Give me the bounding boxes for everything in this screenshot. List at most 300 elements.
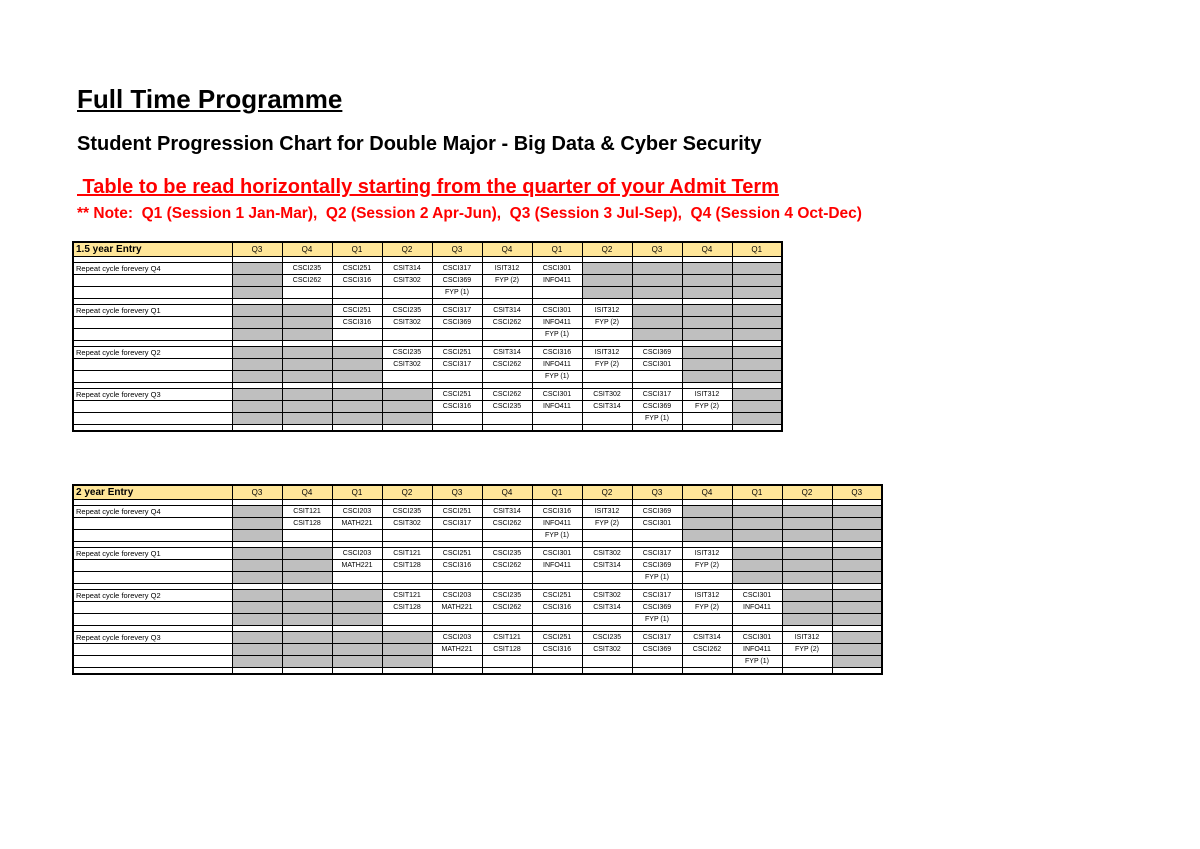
course-cell: INFO411 <box>532 401 582 413</box>
shaded-cell <box>632 263 682 275</box>
shaded-cell <box>732 359 782 371</box>
shaded-cell <box>782 602 832 614</box>
spacer-cell <box>632 425 682 432</box>
shaded-cell <box>232 656 282 668</box>
course-cell: FYP (2) <box>582 359 632 371</box>
course-cell <box>432 572 482 584</box>
quarter-header: Q1 <box>732 485 782 500</box>
shaded-cell <box>832 530 882 542</box>
shaded-cell <box>782 530 832 542</box>
course-cell <box>682 656 732 668</box>
cycle-label <box>73 572 232 584</box>
shaded-cell <box>282 401 332 413</box>
shaded-cell <box>832 614 882 626</box>
course-cell <box>482 371 532 383</box>
course-cell: ISIT312 <box>482 263 532 275</box>
table-header-row <box>73 242 782 257</box>
table-row <box>73 329 782 341</box>
shaded-cell <box>832 602 882 614</box>
course-cell: CSIT302 <box>382 317 432 329</box>
course-cell: CSCI251 <box>532 632 582 644</box>
course-cell: CSIT302 <box>582 389 632 401</box>
course-cell: CSCI235 <box>382 305 432 317</box>
shaded-cell <box>232 644 282 656</box>
shaded-cell <box>832 572 882 584</box>
cycle-label <box>73 371 232 383</box>
course-cell: ISIT312 <box>582 347 632 359</box>
shaded-cell <box>282 359 332 371</box>
course-cell: CSCI316 <box>532 347 582 359</box>
cycle-label <box>73 656 232 668</box>
shaded-cell <box>332 632 382 644</box>
shaded-cell <box>632 287 682 299</box>
entry-title: 2 year Entry <box>73 485 232 500</box>
spacer-cell <box>732 668 782 675</box>
course-cell: CSCI301 <box>732 590 782 602</box>
shaded-cell <box>732 329 782 341</box>
spacer-row <box>73 425 782 432</box>
course-cell: INFO411 <box>532 275 582 287</box>
table-row <box>73 389 782 401</box>
course-cell: CSCI317 <box>632 389 682 401</box>
shaded-cell <box>682 530 732 542</box>
spacer-cell <box>482 668 532 675</box>
shaded-cell <box>332 347 382 359</box>
course-cell <box>282 530 332 542</box>
course-cell: CSCI251 <box>432 548 482 560</box>
course-cell: ISIT312 <box>582 506 632 518</box>
course-cell: INFO411 <box>532 317 582 329</box>
course-cell <box>432 614 482 626</box>
spacer-cell <box>232 668 282 675</box>
course-cell <box>482 329 532 341</box>
shaded-cell <box>582 287 632 299</box>
spacer-cell <box>532 668 582 675</box>
cycle-label: Repeat cycle forevery Q3 <box>73 389 232 401</box>
course-cell: ISIT312 <box>582 305 632 317</box>
course-cell: INFO411 <box>732 602 782 614</box>
quarter-header: Q2 <box>382 242 432 257</box>
table-row <box>73 413 782 425</box>
course-cell: CSCI251 <box>432 506 482 518</box>
shaded-cell <box>732 287 782 299</box>
course-cell: CSCI235 <box>382 506 432 518</box>
table-row <box>73 518 882 530</box>
course-cell: CSCI203 <box>432 632 482 644</box>
course-cell: CSIT128 <box>482 644 532 656</box>
course-cell: CSCI262 <box>482 317 532 329</box>
shaded-cell <box>782 572 832 584</box>
shaded-cell <box>382 389 432 401</box>
cycle-label <box>73 287 232 299</box>
spacer-cell <box>382 668 432 675</box>
table-row <box>73 263 782 275</box>
course-cell: CSIT302 <box>582 644 632 656</box>
course-cell <box>382 329 432 341</box>
shaded-cell <box>232 263 282 275</box>
table-row <box>73 371 782 383</box>
course-cell: CSCI369 <box>432 275 482 287</box>
shaded-cell <box>582 263 632 275</box>
course-cell: CSIT302 <box>382 275 432 287</box>
course-cell: CSCI369 <box>632 347 682 359</box>
course-cell: FYP (1) <box>532 530 582 542</box>
course-cell: CSIT314 <box>382 263 432 275</box>
course-cell: FYP (1) <box>732 656 782 668</box>
course-cell: CSCI301 <box>532 548 582 560</box>
course-cell <box>582 572 632 584</box>
shaded-cell <box>232 560 282 572</box>
shaded-cell <box>232 572 282 584</box>
shaded-cell <box>332 401 382 413</box>
course-cell: FYP (2) <box>682 401 732 413</box>
table-row <box>73 572 882 584</box>
shaded-cell <box>282 305 332 317</box>
course-cell: ISIT312 <box>782 632 832 644</box>
shaded-cell <box>782 518 832 530</box>
course-cell: CSCI301 <box>532 305 582 317</box>
course-cell <box>582 329 632 341</box>
shaded-cell <box>282 548 332 560</box>
course-cell: CSCI369 <box>632 602 682 614</box>
course-cell: CSCI316 <box>432 560 482 572</box>
course-cell <box>382 530 432 542</box>
spacer-cell <box>482 425 532 432</box>
spacer-cell <box>73 425 232 432</box>
course-cell: CSCI317 <box>632 632 682 644</box>
shaded-cell <box>832 644 882 656</box>
course-cell: FYP (2) <box>682 602 732 614</box>
shaded-cell <box>382 413 432 425</box>
course-cell <box>482 656 532 668</box>
table-2-year-entry <box>72 484 883 675</box>
course-cell <box>532 656 582 668</box>
course-cell: FYP (2) <box>682 560 732 572</box>
course-cell: CSIT314 <box>482 347 532 359</box>
shaded-cell <box>732 371 782 383</box>
quarter-header: Q1 <box>332 485 382 500</box>
quarter-header: Q4 <box>482 485 532 500</box>
course-cell <box>382 371 432 383</box>
course-cell: CSCI235 <box>482 548 532 560</box>
spacer-cell <box>332 425 382 432</box>
table-row <box>73 632 882 644</box>
quarter-header: Q2 <box>382 485 432 500</box>
shaded-cell <box>332 614 382 626</box>
course-cell: ISIT312 <box>682 590 732 602</box>
course-cell: CSCI301 <box>632 518 682 530</box>
shaded-cell <box>682 263 732 275</box>
chart-subtitle: Student Progression Chart for Double Major - Big Data & Cyber Security <box>77 133 762 155</box>
shaded-cell <box>332 389 382 401</box>
cycle-label: Repeat cycle forevery Q4 <box>73 506 232 518</box>
course-cell <box>332 530 382 542</box>
course-cell <box>332 329 382 341</box>
shaded-cell <box>682 347 732 359</box>
table-row <box>73 287 782 299</box>
shaded-cell <box>232 518 282 530</box>
course-cell: MATH221 <box>332 518 382 530</box>
course-cell: CSCI251 <box>432 347 482 359</box>
reading-instruction: Table to be read horizontally starting from the quarter of your Admit Term <box>77 176 779 198</box>
cycle-label <box>73 317 232 329</box>
course-cell: CSCI317 <box>432 518 482 530</box>
shaded-cell <box>732 518 782 530</box>
spacer-cell <box>282 425 332 432</box>
spacer-cell <box>582 425 632 432</box>
shaded-cell <box>232 287 282 299</box>
quarter-header: Q2 <box>582 242 632 257</box>
course-cell: CSIT121 <box>382 590 432 602</box>
course-cell <box>682 572 732 584</box>
course-cell: CSCI316 <box>532 602 582 614</box>
quarter-header: Q3 <box>232 485 282 500</box>
table-row <box>73 644 882 656</box>
table-row <box>73 317 782 329</box>
course-cell: CSCI203 <box>332 506 382 518</box>
course-cell <box>432 530 482 542</box>
course-cell <box>382 287 432 299</box>
shaded-cell <box>232 632 282 644</box>
shaded-cell <box>632 329 682 341</box>
course-cell: FYP (1) <box>632 413 682 425</box>
course-cell: CSIT128 <box>282 518 332 530</box>
course-cell: CSCI301 <box>532 389 582 401</box>
shaded-cell <box>232 506 282 518</box>
course-cell <box>682 413 732 425</box>
cycle-label <box>73 329 232 341</box>
shaded-cell <box>682 518 732 530</box>
spacer-cell <box>232 425 282 432</box>
quarter-header: Q3 <box>632 485 682 500</box>
course-cell: CSCI369 <box>432 317 482 329</box>
spacer-cell <box>282 668 332 675</box>
course-cell: FYP (2) <box>782 644 832 656</box>
shaded-cell <box>382 644 432 656</box>
shaded-cell <box>832 506 882 518</box>
shaded-cell <box>732 560 782 572</box>
course-cell: CSCI369 <box>632 506 682 518</box>
course-cell: CSCI262 <box>482 560 532 572</box>
quarter-header: Q4 <box>282 242 332 257</box>
shaded-cell <box>732 275 782 287</box>
quarter-header: Q4 <box>482 242 532 257</box>
course-cell: CSCI251 <box>532 590 582 602</box>
cycle-label <box>73 359 232 371</box>
course-cell <box>432 371 482 383</box>
cycle-label <box>73 644 232 656</box>
course-cell <box>532 614 582 626</box>
shaded-cell <box>832 560 882 572</box>
course-cell <box>482 287 532 299</box>
shaded-cell <box>782 548 832 560</box>
cycle-label <box>73 530 232 542</box>
course-cell: CSCI369 <box>632 644 682 656</box>
cycle-label: Repeat cycle forevery Q2 <box>73 347 232 359</box>
shaded-cell <box>232 359 282 371</box>
quarter-header: Q1 <box>732 242 782 257</box>
course-cell: INFO411 <box>532 560 582 572</box>
table-row <box>73 305 782 317</box>
table-row <box>73 401 782 413</box>
shaded-cell <box>682 359 732 371</box>
cycle-label: Repeat cycle forevery Q2 <box>73 590 232 602</box>
shaded-cell <box>732 548 782 560</box>
shaded-cell <box>682 287 732 299</box>
course-cell: CSIT314 <box>682 632 732 644</box>
entry-title: 1.5 year Entry <box>73 242 232 257</box>
shaded-cell <box>282 590 332 602</box>
shaded-cell <box>382 656 432 668</box>
course-cell: CSIT302 <box>382 518 432 530</box>
course-cell: CSIT302 <box>582 548 632 560</box>
course-cell: MATH221 <box>332 560 382 572</box>
shaded-cell <box>232 275 282 287</box>
course-cell: CSCI316 <box>432 401 482 413</box>
course-cell <box>332 287 382 299</box>
shaded-cell <box>232 548 282 560</box>
course-cell: CSCI317 <box>432 263 482 275</box>
shaded-cell <box>732 530 782 542</box>
course-cell: CSCI262 <box>282 275 332 287</box>
shaded-cell <box>232 389 282 401</box>
cycle-label: Repeat cycle forevery Q4 <box>73 263 232 275</box>
shaded-cell <box>232 530 282 542</box>
shaded-cell <box>732 263 782 275</box>
course-cell: CSCI316 <box>532 506 582 518</box>
shaded-cell <box>732 401 782 413</box>
shaded-cell <box>282 560 332 572</box>
course-cell <box>432 413 482 425</box>
course-cell: CSCI235 <box>482 590 532 602</box>
spacer-cell <box>532 425 582 432</box>
course-cell: CSIT128 <box>382 560 432 572</box>
shaded-cell <box>382 401 432 413</box>
course-cell <box>582 614 632 626</box>
table-row <box>73 506 882 518</box>
course-cell: INFO411 <box>532 359 582 371</box>
course-cell: CSCI317 <box>432 359 482 371</box>
shaded-cell <box>582 275 632 287</box>
course-cell <box>432 329 482 341</box>
course-cell: ISIT312 <box>682 548 732 560</box>
course-cell: CSCI316 <box>532 644 582 656</box>
shaded-cell <box>282 413 332 425</box>
cycle-label <box>73 275 232 287</box>
shaded-cell <box>232 602 282 614</box>
shaded-cell <box>232 329 282 341</box>
spacer-cell <box>832 668 882 675</box>
cycle-label: Repeat cycle forevery Q1 <box>73 305 232 317</box>
quarter-header: Q3 <box>432 242 482 257</box>
course-cell: INFO411 <box>532 518 582 530</box>
course-cell <box>582 371 632 383</box>
quarter-header: Q1 <box>532 242 582 257</box>
course-cell: CSIT314 <box>482 506 532 518</box>
table-row <box>73 602 882 614</box>
shaded-cell <box>782 614 832 626</box>
course-cell <box>532 287 582 299</box>
quarter-header: Q1 <box>532 485 582 500</box>
course-cell: CSCI369 <box>632 560 682 572</box>
shaded-cell <box>232 401 282 413</box>
course-cell: CSIT128 <box>382 602 432 614</box>
shaded-cell <box>682 506 732 518</box>
course-cell: CSCI317 <box>632 548 682 560</box>
shaded-cell <box>632 275 682 287</box>
course-cell <box>732 614 782 626</box>
shaded-cell <box>282 317 332 329</box>
shaded-cell <box>282 329 332 341</box>
course-cell: CSCI317 <box>632 590 682 602</box>
quarter-header: Q4 <box>282 485 332 500</box>
table-1-5-year-entry <box>72 241 783 432</box>
shaded-cell <box>332 413 382 425</box>
shaded-cell <box>332 359 382 371</box>
quarter-header: Q3 <box>632 242 682 257</box>
shaded-cell <box>682 275 732 287</box>
shaded-cell <box>282 632 332 644</box>
course-cell <box>482 413 532 425</box>
shaded-cell <box>332 656 382 668</box>
course-cell: CSCI301 <box>732 632 782 644</box>
course-cell: CSCI262 <box>682 644 732 656</box>
shaded-cell <box>232 413 282 425</box>
course-cell: FYP (2) <box>582 317 632 329</box>
course-cell: CSCI369 <box>632 401 682 413</box>
shaded-cell <box>282 602 332 614</box>
course-cell: CSIT314 <box>582 602 632 614</box>
course-cell: CSIT314 <box>482 305 532 317</box>
shaded-cell <box>732 347 782 359</box>
table-row <box>73 275 782 287</box>
shaded-cell <box>732 389 782 401</box>
shaded-cell <box>282 614 332 626</box>
shaded-cell <box>332 602 382 614</box>
shaded-cell <box>282 371 332 383</box>
table-row <box>73 614 882 626</box>
shaded-cell <box>282 656 332 668</box>
course-cell <box>632 656 682 668</box>
course-cell <box>532 413 582 425</box>
quarter-header: Q4 <box>682 485 732 500</box>
shaded-cell <box>232 590 282 602</box>
table-row <box>73 530 882 542</box>
table-row <box>73 347 782 359</box>
table-row <box>73 656 882 668</box>
cycle-label <box>73 614 232 626</box>
spacer-cell <box>432 425 482 432</box>
course-cell: CSCI262 <box>482 518 532 530</box>
shaded-cell <box>232 305 282 317</box>
course-cell: FYP (1) <box>632 572 682 584</box>
shaded-cell <box>832 548 882 560</box>
course-cell <box>782 656 832 668</box>
course-cell: CSCI316 <box>332 275 382 287</box>
quarter-header: Q3 <box>832 485 882 500</box>
course-cell <box>682 614 732 626</box>
course-cell: FYP (1) <box>532 371 582 383</box>
spacer-cell <box>582 668 632 675</box>
course-cell <box>332 572 382 584</box>
course-cell: FYP (1) <box>432 287 482 299</box>
course-cell: CSIT121 <box>282 506 332 518</box>
shaded-cell <box>232 371 282 383</box>
shaded-cell <box>282 347 332 359</box>
course-cell: CSCI251 <box>432 389 482 401</box>
course-cell <box>482 530 532 542</box>
shaded-cell <box>732 506 782 518</box>
